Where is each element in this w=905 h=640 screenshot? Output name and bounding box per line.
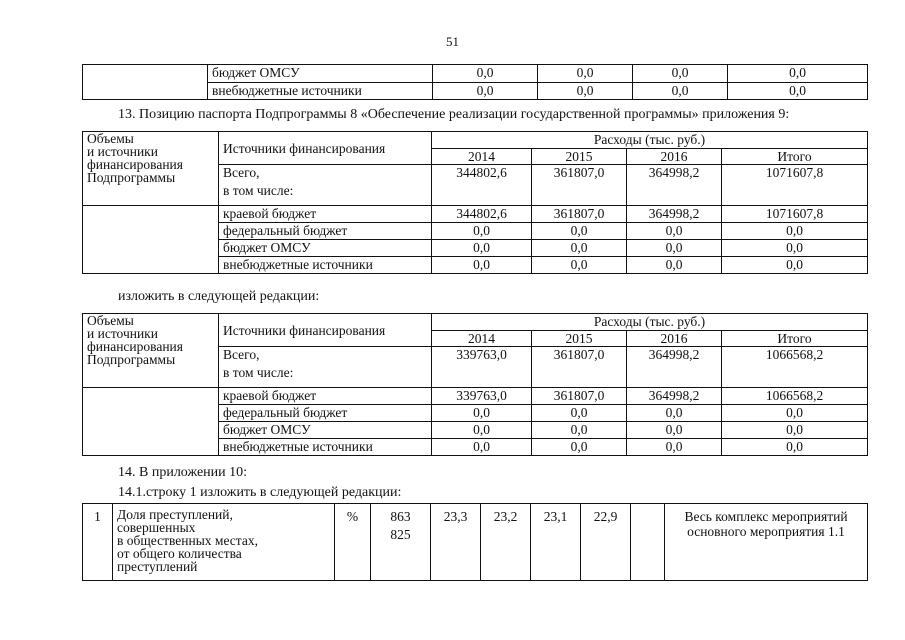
value-cell: 0,0 (633, 82, 728, 100)
value-cell: 364998,2 (627, 388, 722, 405)
value-cell: 23,3 (431, 504, 481, 581)
value-cell: 0,0 (532, 240, 627, 257)
table-row (83, 504, 868, 581)
value-cell: 0,0 (432, 405, 532, 422)
value-cell: 23,1 (531, 504, 581, 581)
value-cell: 0,0 (532, 223, 627, 240)
value-cell: 1071607,8 (722, 206, 868, 223)
unit-cell: % (335, 504, 371, 581)
value-cell: 0,0 (627, 240, 722, 257)
value-cell: 0,0 (627, 223, 722, 240)
value-cell: 0,0 (538, 82, 633, 100)
value-cell: 1071607,8 (722, 165, 868, 206)
value-cell: 361807,0 (532, 347, 627, 388)
empty-label-cell (83, 65, 208, 100)
paragraph-14: 14. В приложении 10: (118, 465, 248, 480)
source-cell: внебюджетные источники (219, 439, 432, 456)
year-header: 2015 (532, 331, 627, 347)
indicator-table (82, 503, 868, 581)
value-cell: 0,0 (627, 257, 722, 274)
year-header: 2014 (432, 149, 532, 165)
code-cell: 863 825 (371, 504, 431, 581)
source-cell: бюджет ОМСУ (219, 240, 432, 257)
value-cell: 0,0 (433, 65, 538, 83)
source-cell: федеральный бюджет (219, 223, 432, 240)
value-cell: 0,0 (627, 439, 722, 456)
value-cell: 361807,0 (532, 388, 627, 405)
total-header: Итого (722, 331, 868, 347)
value-cell: 0,0 (532, 422, 627, 439)
value-cell: 22,9 (581, 504, 631, 581)
paragraph-13: 13. Позицию паспорта Подпрограммы 8 «Обеспечение реализации государственной программы» приложения 9: (118, 107, 790, 122)
value-cell: 1066568,2 (722, 388, 868, 405)
value-cell: 344802,6 (432, 165, 532, 206)
year-header: 2016 (627, 331, 722, 347)
value-cell: 0,0 (432, 422, 532, 439)
source-cell: краевой бюджет (219, 206, 432, 223)
value-cell: 0,0 (432, 223, 532, 240)
page-number: 51 (446, 34, 459, 49)
indicator-name: Доля преступлений, совершенных в общественных местах, от общего количества преступлений (113, 504, 335, 581)
table-row (83, 206, 868, 223)
paragraph-14-1: 14.1.строку 1 изложить в следующей редакции: (118, 485, 402, 500)
value-cell: 0,0 (532, 439, 627, 456)
year-header: 2014 (432, 331, 532, 347)
value-cell: 0,0 (722, 223, 868, 240)
value-cell: 0,0 (532, 257, 627, 274)
paragraph-edit: изложить в следующей редакции: (118, 289, 320, 304)
source-cell: бюджет ОМСУ (219, 422, 432, 439)
passport-table-new (82, 313, 868, 456)
value-cell: 339763,0 (432, 347, 532, 388)
value-cell: 364998,2 (627, 165, 722, 206)
empty-label-cell (83, 206, 219, 274)
value-cell: 0,0 (722, 422, 868, 439)
source-cell: федеральный бюджет (219, 405, 432, 422)
table-row (83, 388, 868, 405)
value-cell: 344802,6 (432, 206, 532, 223)
expenses-header: Расходы (тыс. руб.) (432, 132, 868, 149)
empty-cell (631, 504, 665, 581)
value-cell: 0,0 (432, 240, 532, 257)
value-cell: 0,0 (722, 240, 868, 257)
value-cell: 339763,0 (432, 388, 532, 405)
top-table (82, 64, 868, 100)
value-cell: 0,0 (722, 257, 868, 274)
source-cell: внебюджетные источники (219, 257, 432, 274)
program-label: Объемы и источники финансирования Подпрограммы (83, 132, 219, 206)
value-cell: 364998,2 (627, 206, 722, 223)
value-cell: 0,0 (728, 65, 868, 83)
value-cell: 361807,0 (532, 165, 627, 206)
value-cell: 0,0 (728, 82, 868, 100)
source-cell: бюджет ОМСУ (208, 65, 433, 83)
value-cell: 23,2 (481, 504, 531, 581)
program-label: Объемы и источники финансирования Подпрограммы (83, 314, 219, 388)
total-label: Всего, в том числе: (219, 347, 432, 388)
value-cell: 0,0 (432, 439, 532, 456)
total-label: Всего, в том числе: (219, 165, 432, 206)
value-cell: 364998,2 (627, 347, 722, 388)
value-cell: 0,0 (633, 65, 728, 83)
value-cell: 0,0 (722, 405, 868, 422)
year-header: 2015 (532, 149, 627, 165)
value-cell: 0,0 (627, 405, 722, 422)
value-cell: 0,0 (627, 422, 722, 439)
sources-header: Источники финансирования (219, 314, 432, 347)
measures-cell: Весь комплекс мероприятий основного мероприятия 1.1 (665, 504, 868, 581)
value-cell: 0,0 (433, 82, 538, 100)
expenses-header: Расходы (тыс. руб.) (432, 314, 868, 331)
year-header: 2016 (627, 149, 722, 165)
row-number: 1 (83, 504, 113, 581)
source-cell: внебюджетные источники (208, 82, 433, 100)
empty-label-cell (83, 388, 219, 456)
passport-table-old (82, 131, 868, 274)
value-cell: 0,0 (538, 65, 633, 83)
sources-header: Источники финансирования (219, 132, 432, 165)
source-cell: краевой бюджет (219, 388, 432, 405)
value-cell: 0,0 (432, 257, 532, 274)
value-cell: 1066568,2 (722, 347, 868, 388)
table-row (83, 65, 868, 83)
total-header: Итого (722, 149, 868, 165)
value-cell: 0,0 (532, 405, 627, 422)
value-cell: 0,0 (722, 439, 868, 456)
value-cell: 361807,0 (532, 206, 627, 223)
